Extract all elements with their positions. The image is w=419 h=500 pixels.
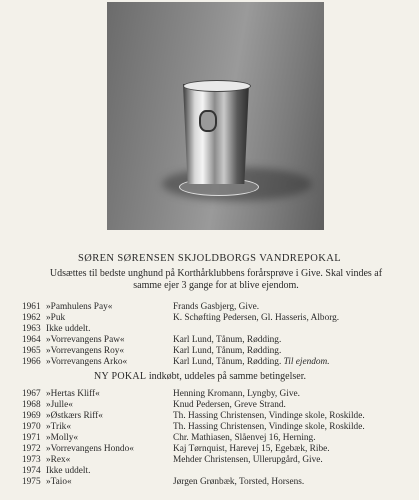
list-item [22, 400, 419, 411]
list-item [22, 411, 419, 422]
year: 1963 [22, 324, 41, 334]
list-item [22, 313, 419, 324]
owner: Th. Hassing Christensen, Vindinge skole, Roskilde. [173, 411, 365, 421]
year: 1972 [22, 444, 41, 454]
year: 1964 [22, 335, 41, 345]
dog-name: »Østkærs Riff« [46, 411, 103, 421]
dog-name: »Trik« [46, 422, 71, 432]
new-cup-heading [94, 371, 306, 382]
intro-line-2: samme ejer 3 gange for at blive ejendom. [133, 280, 299, 291]
dog-name: »Pamhulens Pay« [46, 302, 113, 312]
dog-name: »Taio« [46, 477, 72, 487]
owner: Karl Lund, Tånum, Rødding. [173, 346, 282, 356]
intro-paragraph [16, 268, 416, 292]
dog-name: »Julle« [46, 400, 73, 410]
dog-name: »Vorrevangens Arko« [46, 357, 128, 367]
owner [173, 357, 330, 368]
year: 1969 [22, 411, 41, 421]
new-cup-caps: NY POKAL [94, 371, 147, 382]
dog-name: »Molly« [46, 433, 79, 443]
list-item [22, 302, 419, 313]
trophy-photo [107, 2, 324, 230]
year: 1973 [22, 455, 41, 465]
new-cup-text: indkøbt, uddeles på samme betingelser. [148, 371, 306, 382]
owner: Kaj Tørnquist, Harevej 15, Egebæk, Ribe. [173, 444, 330, 454]
owner: Knud Pedersen, Greve Strand. [173, 400, 286, 410]
page-title: SØREN SØRENSEN SKJOLDBORGS VANDREPOKAL [77, 253, 342, 264]
list-item [22, 455, 419, 466]
year: 1967 [22, 389, 41, 399]
ownership-note: Til ejendom. [283, 357, 330, 367]
year: 1970 [22, 422, 41, 432]
dog-name: »Hertas Kliff« [46, 389, 100, 399]
owner: Henning Kromann, Lyngby, Give. [173, 389, 300, 399]
year: 1961 [22, 302, 41, 312]
list-item [22, 477, 419, 488]
year: 1962 [22, 313, 41, 323]
list-item [22, 335, 419, 346]
owner: Jørgen Grønbæk, Torsted, Horsens. [173, 477, 305, 487]
owner: Karl Lund, Tånum, Rødding. [173, 335, 282, 345]
year: 1966 [22, 357, 41, 367]
list-item [22, 444, 419, 455]
list-item [22, 466, 419, 477]
year: 1971 [22, 433, 41, 443]
dog-name: »Vorrevangens Paw« [46, 335, 125, 345]
list-item [22, 422, 419, 433]
owner: Mehder Christensen, Ullerupgård, Give. [173, 455, 323, 465]
dog-name: »Puk [46, 313, 66, 323]
trophy-crest [199, 110, 217, 132]
owner: Chr. Mathiasen, Slåenvej 16, Herning. [173, 433, 316, 443]
dog-name: »Rex« [46, 455, 71, 465]
list-item [22, 433, 419, 444]
dog-name: »Vorrevangens Hondo« [46, 444, 134, 454]
owner: Frands Gasbjerg, Give. [173, 302, 260, 312]
owner-name: Karl Lund, Tånum, Rødding. [173, 357, 282, 367]
year: 1968 [22, 400, 41, 410]
dog-name: Ikke uddelt. [46, 324, 91, 334]
dog-name: »Vorrevangens Roy« [46, 346, 125, 356]
list-item [22, 324, 419, 335]
trophy-cup [183, 84, 249, 184]
year: 1974 [22, 466, 41, 476]
winners-list-1 [22, 302, 419, 368]
list-item [22, 346, 419, 357]
list-item [22, 357, 419, 368]
trophy-rim [183, 80, 251, 92]
intro-line-1: Udsættes til bedste unghund på Korthårklubbens forårsprøve i Give. Skal vindes af [49, 268, 383, 279]
owner: Th. Hassing Christensen, Vindinge skole, Roskilde. [173, 422, 365, 432]
year: 1965 [22, 346, 41, 356]
list-item [22, 389, 419, 400]
owner: K. Schøfting Pedersen, Gl. Hasseris, Alborg. [173, 313, 340, 323]
dog-name: Ikke uddelt. [46, 466, 91, 476]
year: 1975 [22, 477, 41, 487]
winners-list-2 [22, 389, 419, 488]
